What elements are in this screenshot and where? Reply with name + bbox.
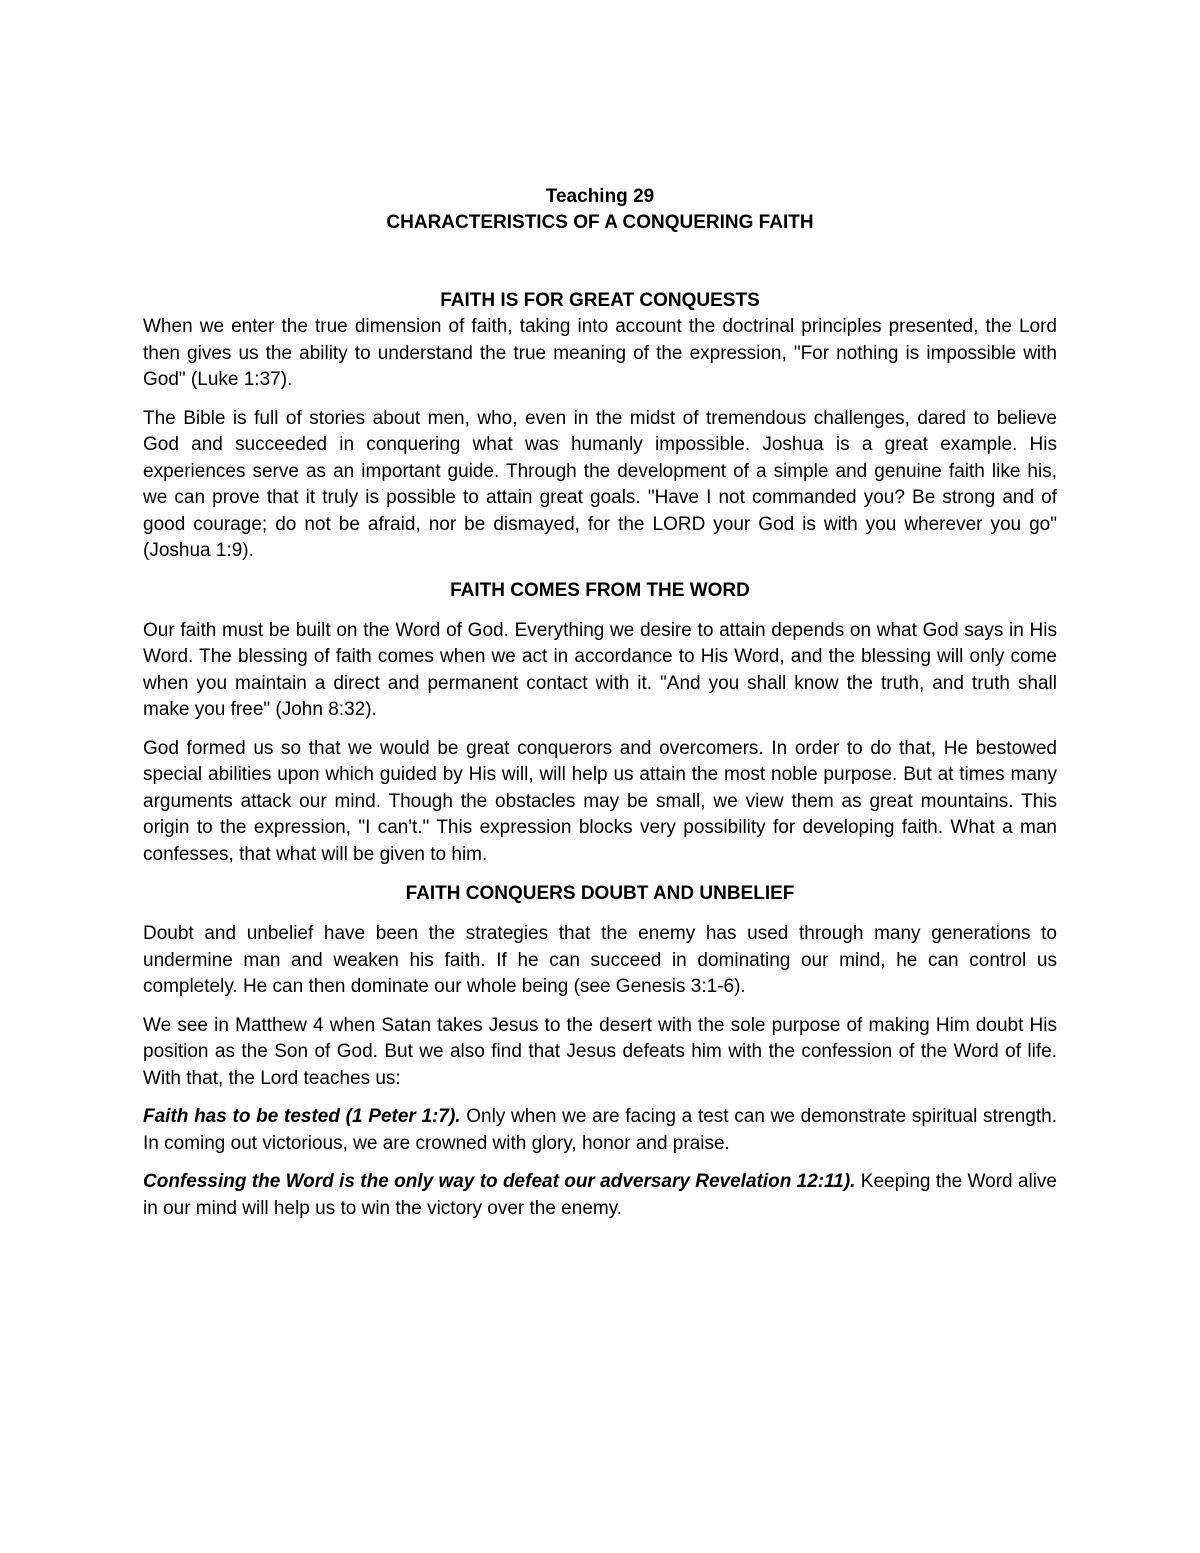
paragraph: Doubt and unbelief have been the strategies that the enemy has used through many generations to undermine man and weaken his faith. If he can succeed in dominating our mind, he can control us completely. He can then dominate our whole being (see Genesis 3:1-6). [143, 923, 1057, 997]
section-faith-conquers-doubt [143, 881, 1057, 1222]
paragraph: The Bible is full of stories about men, who, even in the midst of tremendous challenges, dared to believe God and succeeded in conquering what was humanly impossible. Joshua is a great example. His experiences serve as an important guide. Through the development of a simple and genuine faith like his, we can prove that it truly is possible to attain great goals. "Have I not commanded you? Be strong and of good courage; do not be afraid, nor be dismayed, for the LORD your God is with you wherever you go" (Joshua 1:9). [143, 407, 1057, 561]
document-title: Teaching 29 [545, 186, 655, 207]
document-subtitle: CHARACTERISTICS OF A CONQUERING FAITH [386, 212, 814, 233]
section-heading: FAITH COMES FROM THE WORD [450, 579, 750, 601]
point-text: Only when we are facing a test can we demonstrate spiritual strength. In coming out victorious, we are crowned with glory, honor and praise. [143, 1106, 1057, 1154]
paragraph: When we enter the true dimension of faith, taking into account the doctrinal principles presented, the Lord then gives us the ability to understand the true meaning of the expression, "For nothing is impossible with God" (Luke 1:37). [143, 316, 1057, 390]
section-heading: FAITH IS FOR GREAT CONQUESTS [440, 290, 760, 311]
section-faith-comes-from-word [143, 578, 1057, 869]
point-text: Keeping the Word alive in our mind will help us to win the victory over the enemy. [143, 1171, 1057, 1219]
paragraph: We see in Matthew 4 when Satan takes Jesus to the desert with the sole purpose of making Him doubt His position as the Son of God. But we also find that Jesus defeats him with the confession of the Word of life. With that, the Lord teaches us: [143, 1014, 1057, 1089]
point-paragraph [143, 1104, 1057, 1157]
document-page [143, 184, 1057, 1234]
section-faith-great-conquests [143, 288, 1057, 565]
point-lead: Faith has to be tested (1 Peter 1:7). [143, 1106, 461, 1127]
point-paragraph [143, 1169, 1057, 1222]
paragraph: Our faith must be built on the Word of God. Everything we desire to attain depends on what God says in His Word. The blessing of faith comes when we act in accordance to His Word, and the blessing will only come when you maintain a direct and permanent contact with it. "And you shall know the truth, and truth shall make you free" (John 8:32). [143, 619, 1057, 720]
section-heading: FAITH CONQUERS DOUBT AND UNBELIEF [405, 883, 795, 904]
point-lead: Confessing the Word is the only way to defeat our adversary Revelation 12:11). [143, 1171, 856, 1192]
paragraph: God formed us so that we would be great conquerors and overcomers. In order to do that, He bestowed special abilities upon which guided by His will, will help us attain the most noble purpose. But at times many arguments attack our mind. Though the obstacles may be small, we view them as great mountains. This origin to the expression, "I can't." This expression blocks very possibility for developing faith. What a man confesses, that what will be given to him. [143, 737, 1057, 865]
